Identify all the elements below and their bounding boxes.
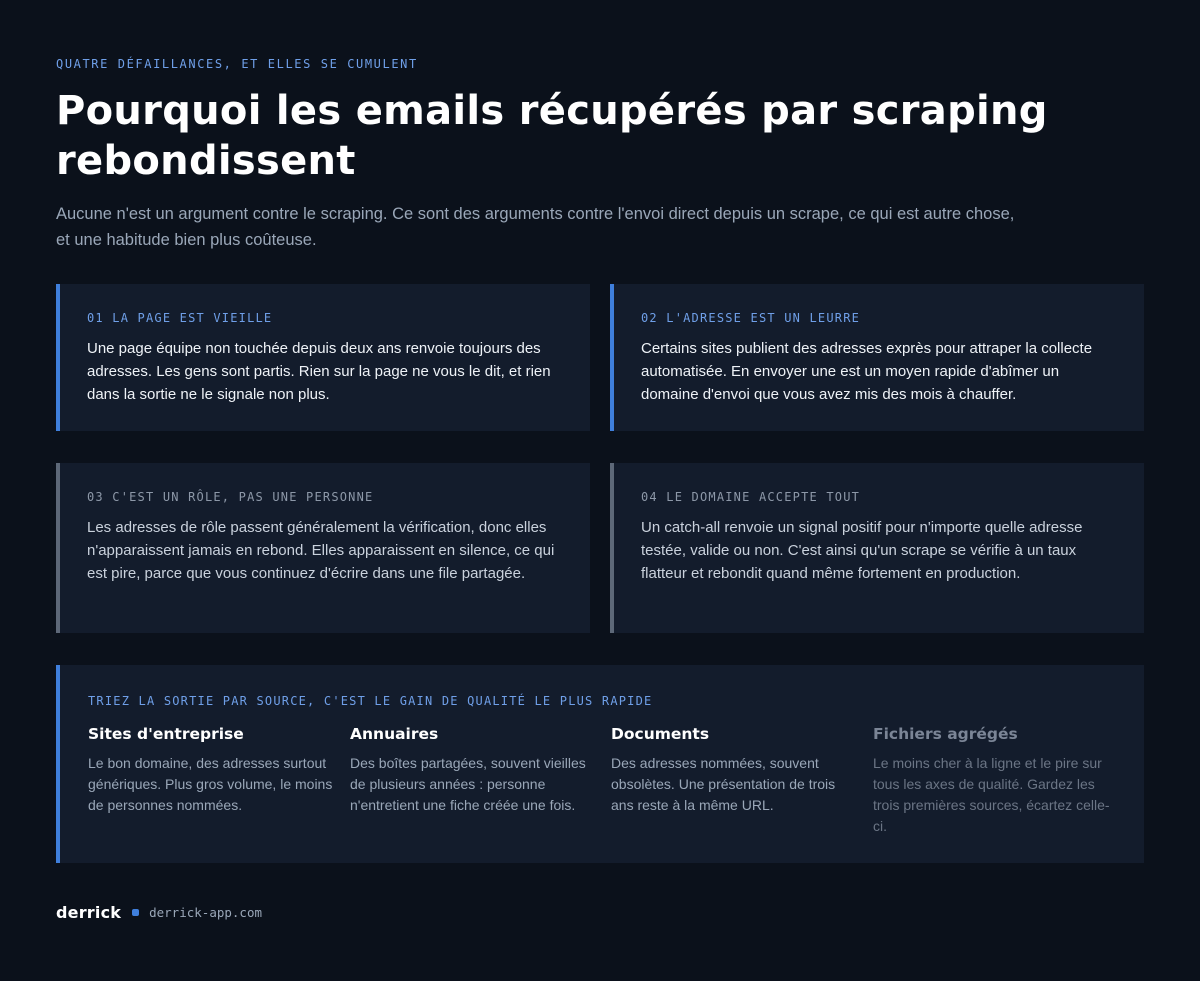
source-column-aggregated-files: [873, 723, 1119, 837]
failure-card-label: 04 LE DOMAINE ACCEPTE TOUT: [641, 490, 861, 504]
failure-card-label: 03 C'EST UN RÔLE, PAS UNE PERSONNE: [87, 490, 374, 504]
failure-card-label: 02 L'ADRESSE EST UN LEURRE: [641, 311, 861, 325]
intro-text: Aucune n'est un argument contre le scraping. Ce sont des arguments contre l'envoi direct depuis un scrape, ce qui est autre chose, et une habitude bien plus coûteuse.: [56, 205, 1015, 249]
brand-logo: derrick: [56, 903, 122, 922]
sources-label: TRIEZ LA SORTIE PAR SOURCE, C'EST LE GAIN DE QUALITÉ LE PLUS RAPIDE: [88, 694, 653, 708]
source-column-documents: [611, 723, 857, 816]
source-column-directories: [350, 723, 596, 816]
failure-card-body: Une page équipe non touchée depuis deux ans renvoie toujours des adresses. Les gens sont partis. Rien sur la page ne vous le dit, et rien dans la sortie ne le signale non plus.: [87, 340, 551, 403]
failure-card-body: Les adresses de rôle passent généralement la vérification, donc elles n'apparaissent jamais en rebond. Elles apparaissent en silence, ce qui est pire, parce que vous continuez d'écrire dans une file partagée.: [87, 519, 555, 582]
source-column-company-sites: [88, 723, 334, 816]
failure-card-2: [610, 284, 1144, 431]
source-name: Annuaires: [350, 725, 439, 743]
source-description: Des boîtes partagées, souvent vieilles de plusieurs années : personne n'entretient une fiche créée une fois.: [350, 755, 586, 813]
failure-card-4: [610, 463, 1144, 633]
source-name: Documents: [611, 725, 710, 743]
source-description: Le moins cher à la ligne et le pire sur tous les axes de qualité. Gardez les trois premières sources, écartez celle-ci.: [873, 755, 1110, 834]
source-description: Le bon domaine, des adresses surtout génériques. Plus gros volume, le moins de personnes nommées.: [88, 755, 333, 813]
failure-card-1: [56, 284, 590, 431]
failure-card-label: 01 LA PAGE EST VIEILLE: [87, 311, 273, 325]
footer: [56, 903, 262, 922]
source-description: Des adresses nommées, souvent obsolètes. Une présentation de trois ans reste à la même URL.: [611, 755, 836, 813]
failure-card-body: Certains sites publient des adresses exprès pour attraper la collecte automatisée. En envoyer une est un moyen rapide d'abîmer un domaine d'envoi que vous avez mis des mois à chauffer.: [641, 340, 1093, 403]
source-name: Fichiers agrégés: [873, 725, 1018, 743]
eyebrow: QUATRE DÉFAILLANCES, ET ELLES SE CUMULENT: [56, 57, 418, 71]
failure-card-3: [56, 463, 590, 633]
source-name: Sites d'entreprise: [88, 725, 244, 743]
separator-dot-icon: [132, 909, 139, 916]
failure-card-body: Un catch-all renvoie un signal positif pour n'importe quelle adresse testée, valide ou non. C'est ainsi qu'un scrape se vérifie à un taux flatteur et rebondit quand même fortement en production.: [641, 519, 1083, 582]
website-url: derrick-app.com: [149, 905, 262, 920]
sources-panel: [56, 665, 1144, 863]
page-title: Pourquoi les emails récupérés par scraping rebondissent: [56, 88, 1048, 184]
